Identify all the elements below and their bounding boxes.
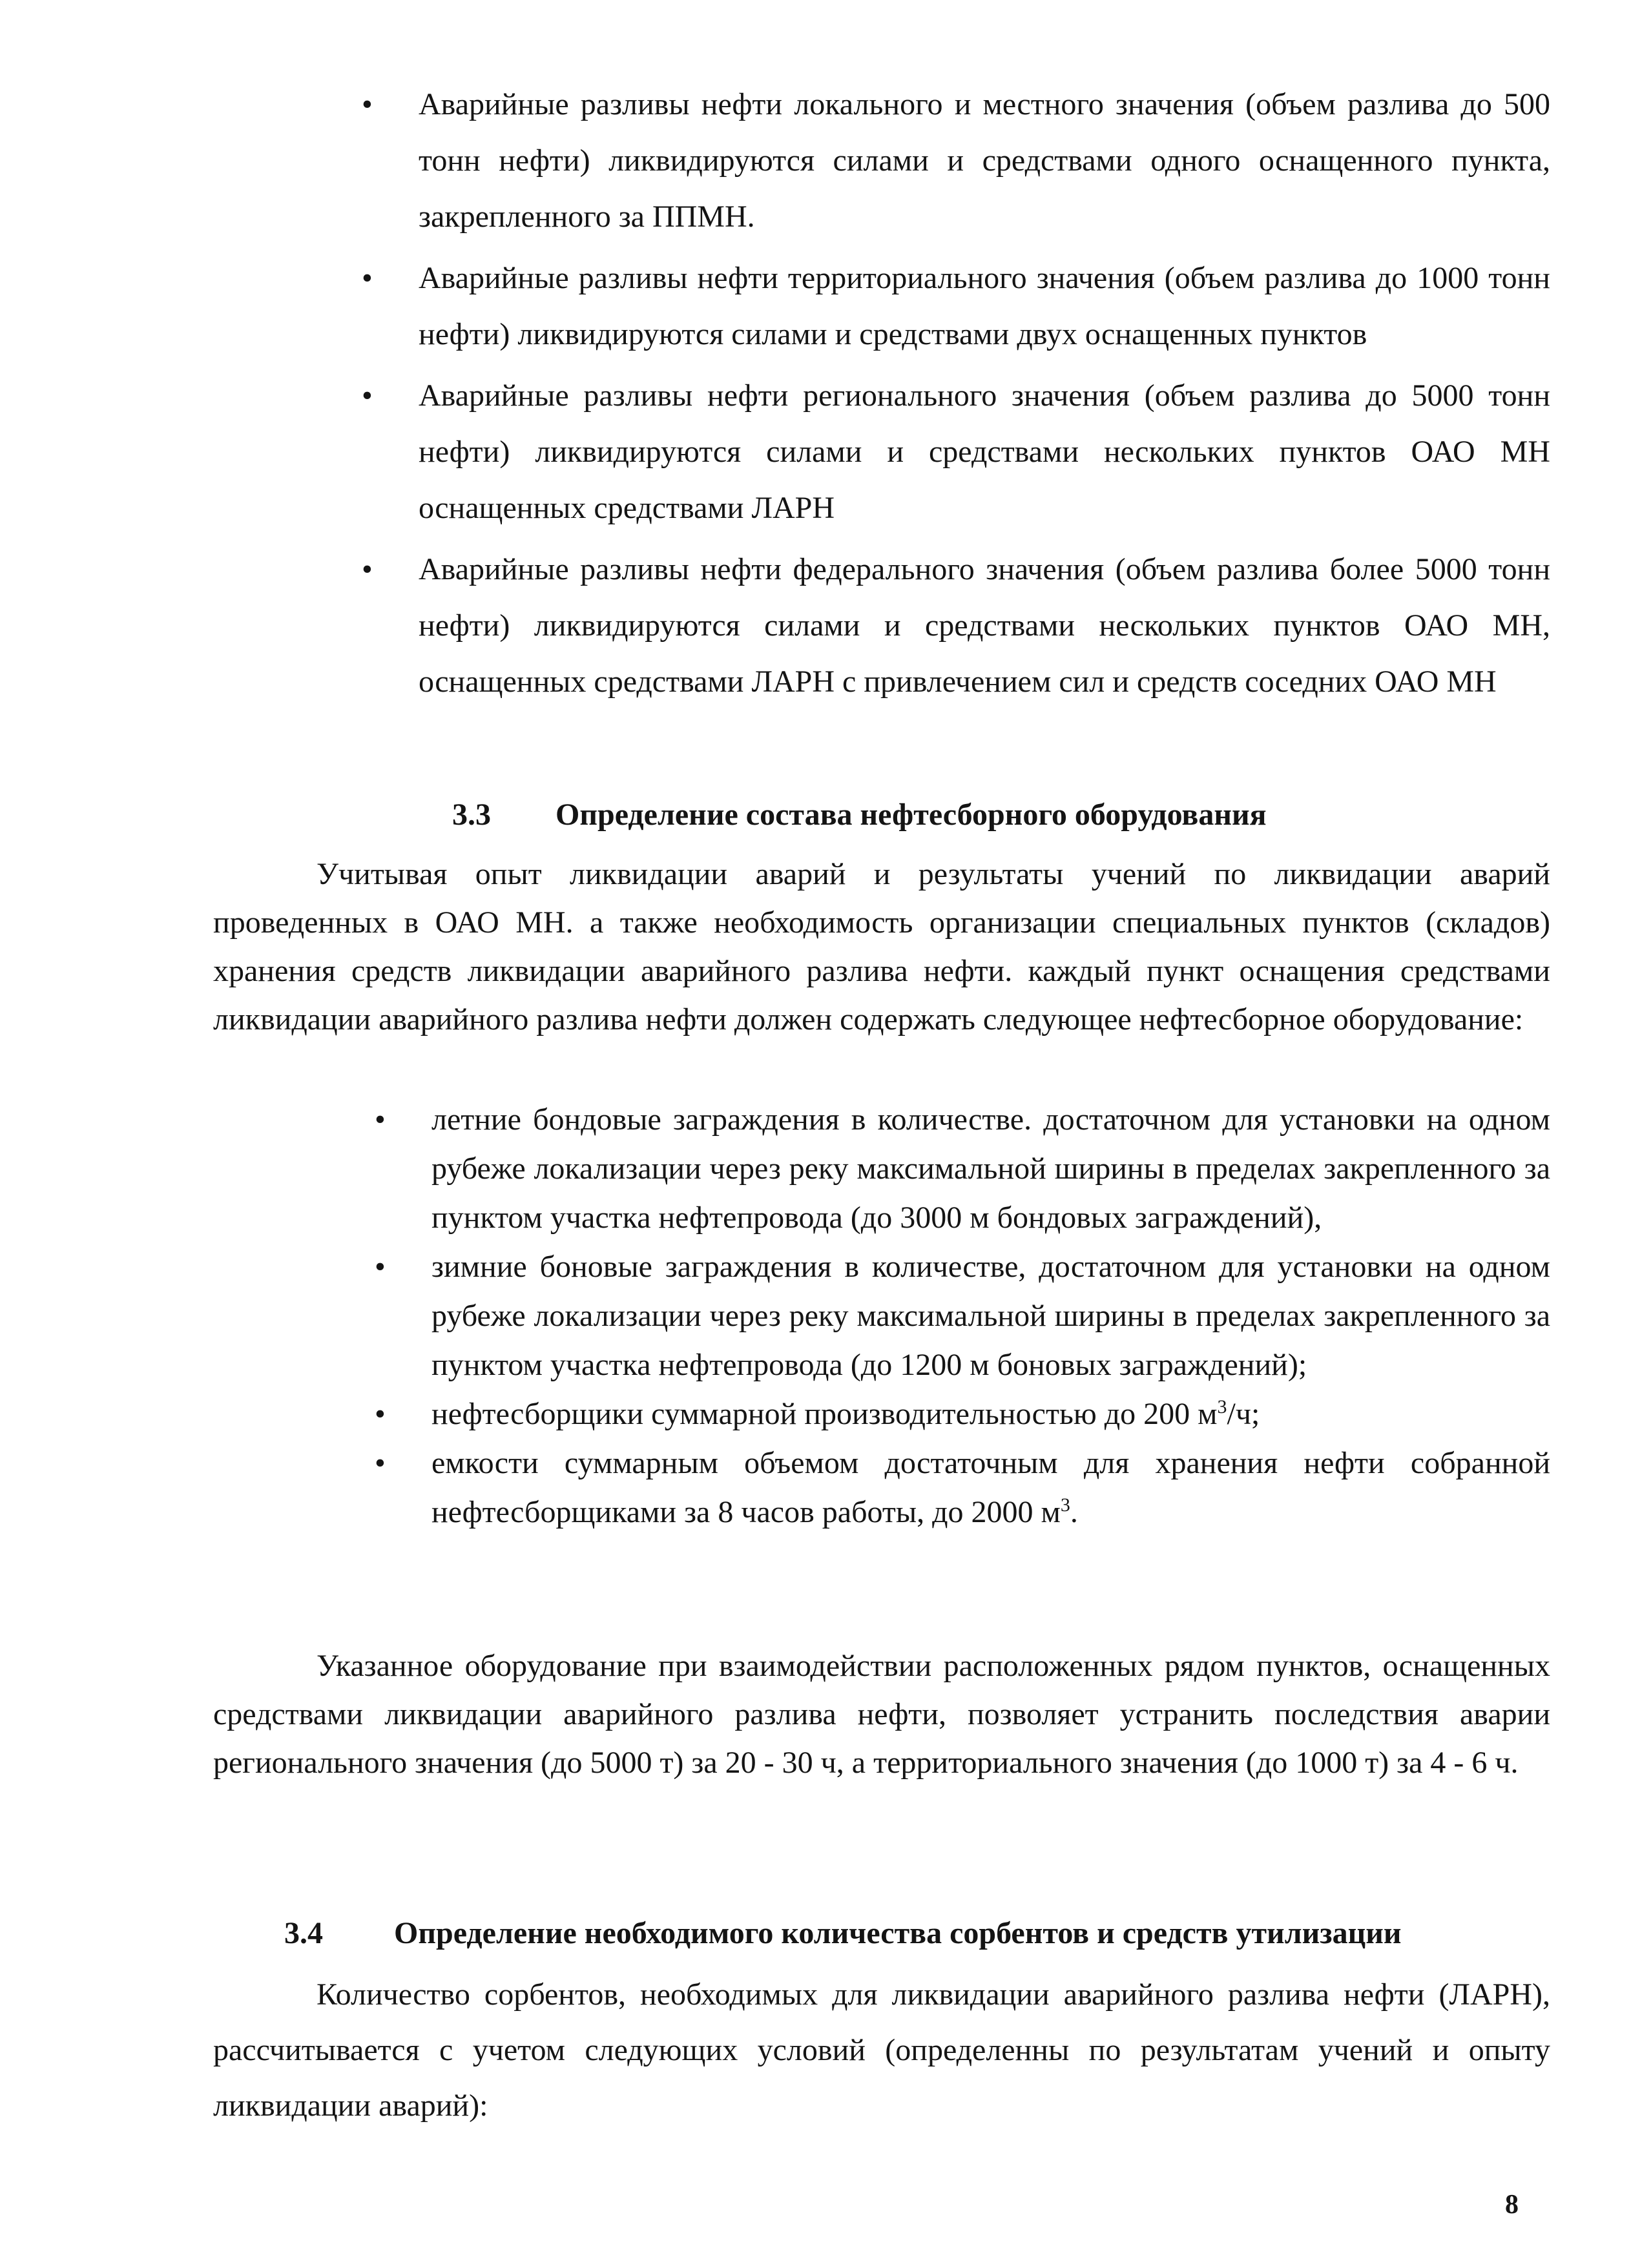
conclusion-paragraph: Указанное оборудование при взаимодействии расположенных рядом пунктов, оснащенных средствами ликвидации аварийного разлива нефти, позволяет устранить последствия аварии регионального значения (до 5000 т) за 20 - 30 ч, а территориального значения (до 1000 т) за 4 - 6 ч. xyxy=(213,1649,1550,1780)
list-item: • Аварийные разливы нефти регионального значения (объем разлива до 5000 тонн нефти) ликвидируются силами и средствами нескольких пунктов ОАО МН оснащенных средствами ЛАРН xyxy=(362,367,1550,536)
section-title: Определение состава нефтесборного оборудования xyxy=(556,798,1267,832)
section-title: Определение необходимого количества сорбентов и средств утилизации xyxy=(394,1916,1402,1950)
superscript: 3 xyxy=(1060,1494,1070,1516)
item-tail: /ч; xyxy=(1227,1397,1260,1431)
list-item: • зимние боновые заграждения в количестве, достаточном для установки на одном рубеже локализации через реку максимальной ширины в пределах закрепленного за пунктом участка нефтепровода (до 1200 м боновых заграждений); xyxy=(375,1242,1550,1390)
section-number: 3.4 xyxy=(284,1916,323,1950)
section-number: 3.3 xyxy=(452,798,491,832)
sorbent-paragraph: Количество сорбентов, необходимых для ликвидации аварийного разлива нефти (ЛАРН), рассчитывается с учетом следующих условий (определенны по результатам учений и опыту ликвидации аварий): xyxy=(213,1977,1550,2123)
superscript: 3 xyxy=(1217,1396,1227,1418)
section-heading xyxy=(284,1915,1402,1951)
section-heading xyxy=(452,797,1267,832)
item-text: емкости суммарным объемом достаточным для хранения нефти собранной нефтесборщиками за 8 часов работы, до 2000 м xyxy=(431,1446,1550,1529)
item-tail: . xyxy=(1070,1495,1078,1529)
list-item xyxy=(375,1439,1550,1537)
list-item: • Аварийные разливы нефти локального и местного значения (объем разлива до 500 тонн нефти) ликвидируются силами и средствами одного оснащенного пункта, закрепленного за ППМН. xyxy=(362,76,1550,245)
spill-classification-list xyxy=(362,76,1550,715)
list-item: • Аварийные разливы нефти территориального значения (объем разлива до 1000 тонн нефти) ликвидируются силами и средствами двух оснащенных пунктов xyxy=(362,250,1550,362)
list-item xyxy=(375,1390,1550,1439)
item-text: нефтесборщики суммарной производительностью до 200 м xyxy=(431,1397,1218,1431)
list-item: • летние бондовые заграждения в количестве. достаточном для установки на одном рубеже локализации через реку максимальной ширины в пределах закрепленного за пунктом участка нефтепровода (до 3000 м бондовых заграждений), xyxy=(375,1095,1550,1242)
page-number: 8 xyxy=(1505,2190,1519,2220)
list-item: • Аварийные разливы нефти федерального значения (объем разлива более 5000 тонн нефти) ликвидируются силами и средствами нескольких пунктов ОАО МН, оснащенных средствами ЛАРН с привлечением сил и средств соседних ОАО МН xyxy=(362,541,1550,710)
equipment-list xyxy=(375,1095,1550,1537)
section-intro-paragraph: Учитывая опыт ликвидации аварий и результаты учений по ликвидации аварий проведенных в ОАО МН. а также необходимость организации специальных пунктов (складов) хранения средств ликвидации аварийного разлива нефти. каждый пункт оснащения средствами ликвидации аварийного разлива нефти должен содержать следующее нефтесборное оборудование: xyxy=(213,857,1550,1036)
